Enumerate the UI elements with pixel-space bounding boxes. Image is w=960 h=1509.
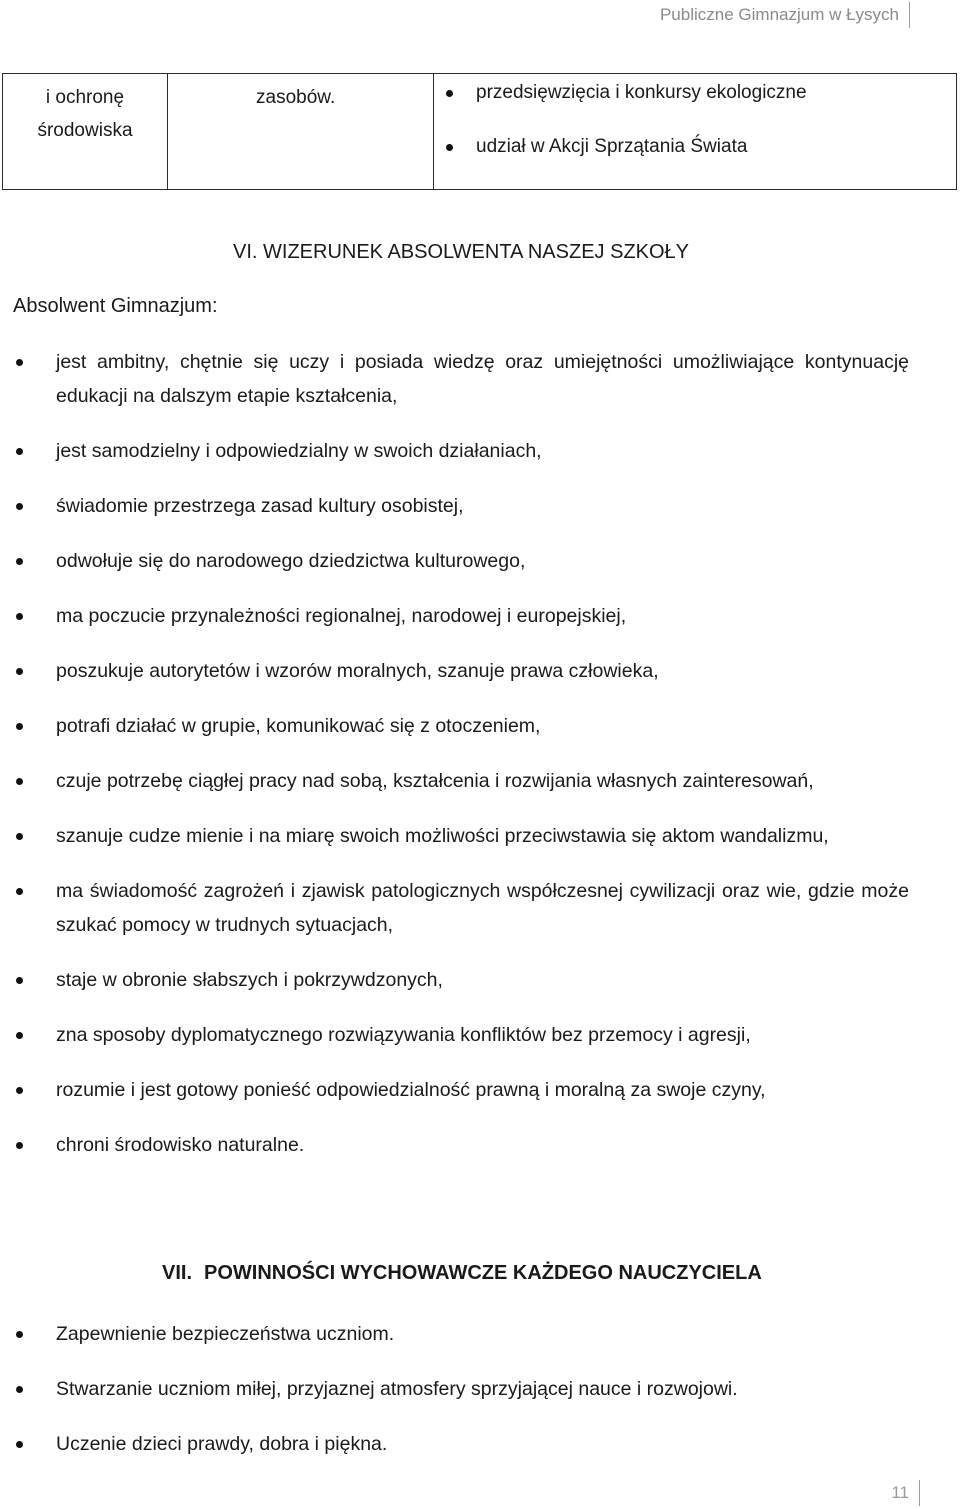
list-item: odwołuje się do narodowego dziedzictwa kulturowego, [13, 544, 909, 578]
table-cell-activities [434, 74, 957, 190]
list-item: czuje potrzebę ciągłej pracy nad sobą, kształcenia i rozwijania własnych zainteresowań, [13, 764, 909, 798]
list-item: jest ambitny, chętnie się uczy i posiada wiedzę oraz umiejętności umożliwiające kontynuację edukacji na dalszym etapie kształcenia, [13, 345, 909, 413]
list-item: ma poczucie przynależności regionalnej, narodowej i europejskiej, [13, 599, 909, 633]
cell-text: zasobów. [256, 87, 336, 108]
program-table-fragment [2, 73, 957, 190]
list-item: Uczenie dzieci prawdy, dobra i piękna. [13, 1427, 909, 1461]
list-item: Stwarzanie uczniom miłej, przyjaznej atmosfery sprzyjającej nauce i rozwojowi. [13, 1372, 909, 1406]
running-header: Publiczne Gimnazjum w Łysych [660, 2, 910, 28]
activity-list [434, 74, 956, 159]
table-cell-goal [168, 74, 434, 190]
section-heading [162, 1262, 762, 1285]
list-item: zna sposoby dyplomatycznego rozwiązywania konfliktów bez przemocy i agresji, [13, 1018, 909, 1052]
list-item: szanuje cudze mienie i na miarę swoich możliwości przeciwstawia się aktom wandalizmu, [13, 819, 909, 853]
cell-line: środowiska [37, 120, 133, 141]
list-item: staje w obronie słabszych i pokrzywdzonych, [13, 963, 909, 997]
list-item: rozumie i jest gotowy ponieść odpowiedzialność prawną i moralną za swoje czyny, [13, 1073, 909, 1107]
section-intro: Absolwent Gimnazjum: [13, 295, 218, 317]
table-cell-area [3, 74, 168, 190]
list-item: udział w Akcji Sprzątania Świata [434, 135, 956, 159]
list-item: potrafi działać w grupie, komunikować się z otoczeniem, [13, 709, 909, 743]
page-number: 11 [891, 1480, 920, 1506]
list-item: chroni środowisko naturalne. [13, 1128, 909, 1162]
teacher-duties-list [13, 1317, 909, 1482]
list-item: poszukuje autorytetów i wzorów moralnych, szanuje prawa człowieka, [13, 654, 909, 688]
graduate-profile-list [13, 345, 909, 1183]
section-title: POWINNOŚCI WYCHOWAWCZE KAŻDEGO NAUCZYCIELA [204, 1262, 762, 1284]
cell-line: i ochronę [45, 87, 125, 108]
list-item: przedsięwzięcia i konkursy ekologiczne [434, 81, 956, 105]
section-number: VII. [162, 1262, 193, 1284]
list-item: Zapewnienie bezpieczeństwa uczniom. [13, 1317, 909, 1351]
list-item: świadomie przestrzega zasad kultury osobistej, [13, 489, 909, 523]
list-item: jest samodzielny i odpowiedzialny w swoich działaniach, [13, 434, 909, 468]
section-heading: VI. WIZERUNEK ABSOLWENTA NASZEJ SZKOŁY [233, 241, 690, 263]
table-row [3, 74, 957, 190]
list-item: ma świadomość zagrożeń i zjawisk patologicznych współczesnej cywilizacji oraz wie, gdzie może szukać pomocy w trudnych sytuacjach, [13, 874, 909, 942]
